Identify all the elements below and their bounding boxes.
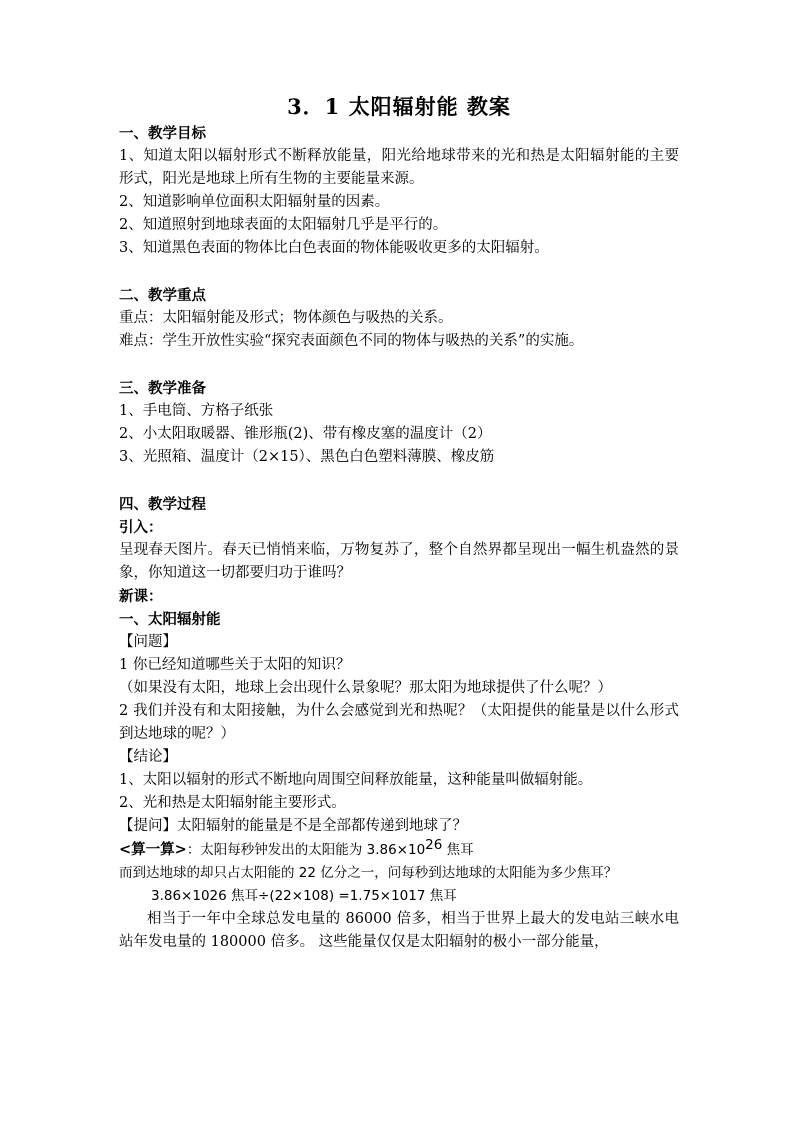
ask-text: 太阳辐射的能量是不是全部都传递到地球了？: [177, 818, 467, 834]
calc-text-post: 焦耳: [442, 842, 474, 858]
calc-paragraph: [119, 838, 679, 862]
keypoint-focus: 重点：太阳辐射能及形式；物体颜色与吸热的关系。: [119, 310, 453, 326]
question-2: 2 我们并没有和太阳接触，为什么会感觉到光和热呢？（太阳提供的能量是以什么形式到达地球的呢？）: [119, 703, 679, 742]
calc-line-2: 而到达地球的却只占太阳能的 22 亿分之一，问每秒到达地球的太阳能为多少焦耳？: [119, 865, 618, 881]
process-heading: 四、教学过程: [119, 496, 206, 513]
objective-item: 1、知道太阳以辐射形式不断释放能量，阳光给地球带来的光和热是太阳辐射能的主要形式，阳光是地球上所有生物的主要能量来源。: [119, 148, 679, 187]
calc-text-pre: ：太阳每秒钟发出的太阳能为 3.86×10: [186, 842, 426, 858]
objective-item: 2、知道影响单位面积太阳辐射量的因素。: [119, 194, 390, 210]
ask-label: 【提问】: [119, 818, 177, 834]
keypoints-heading: 二、教学重点: [119, 287, 206, 304]
question-1: 1 你已经知道哪些关于太阳的知识？: [119, 657, 351, 673]
question-label: 【问题】: [119, 634, 177, 650]
preparation-heading: 三、教学准备: [119, 380, 206, 397]
new-lesson-label: 新课：: [119, 588, 163, 605]
calc-exponent: 26: [425, 838, 443, 853]
conclusion-2: 2、光和热是太阳辐射能主要形式。: [119, 795, 346, 811]
objective-item: 3、知道黑色表面的物体比白色表面的物体能吸收更多的太阳辐射。: [119, 240, 549, 256]
preparation-item: 1、手电筒、方格子纸张: [119, 403, 274, 419]
question-1-note: （如果没有太阳，地球上会出现什么景象呢？那太阳为地球提供了什么呢？）: [119, 680, 612, 696]
page-title: 3．1 太阳辐射能 教案: [287, 94, 511, 119]
conclusion-1: 1、太阳以辐射的形式不断地向周围空间释放能量，这种能量叫做辐射能。: [119, 772, 593, 788]
final-paragraph: 相当于一年中全球总发电量的 86000 倍多，相当于世界上最大的发电站三峡水电站年发电量的 180000 倍多。 这些能量仅仅是太阳辐射的极小一部分能量，: [119, 911, 679, 950]
calc-label: <算一算>: [119, 841, 187, 858]
document-content: [119, 92, 679, 954]
objectives-heading: 一、教学目标: [119, 125, 206, 142]
preparation-item: 3、光照箱、温度计（2×15）、黑色白色塑料薄膜、橡皮筋: [119, 449, 495, 465]
intro-label: 引入：: [119, 519, 163, 536]
keypoint-difficulty: 难点：学生开放性实验“探究表面颜色不同的物体与吸热的关系”的实施。: [119, 333, 584, 349]
objective-item: 2、知道照射到地球表面的太阳辐射几乎是平行的。: [119, 217, 448, 233]
ask-paragraph: [119, 815, 679, 838]
sub-heading: 一、太阳辐射能: [119, 611, 221, 628]
formula: 3.86×1026 焦耳÷(22×108) =1.75×1017 焦耳: [151, 888, 457, 904]
preparation-item: 2、小太阳取暖器、锥形瓶(2)、带有橡皮塞的温度计（2）: [119, 426, 492, 442]
conclusion-label: 【结论】: [119, 749, 177, 765]
intro-text: 呈现春天图片。春天已悄悄来临，万物复苏了，整个自然界都呈现出一幅生机盎然的景象，你知道这一切都要归功于谁吗？: [119, 542, 679, 581]
